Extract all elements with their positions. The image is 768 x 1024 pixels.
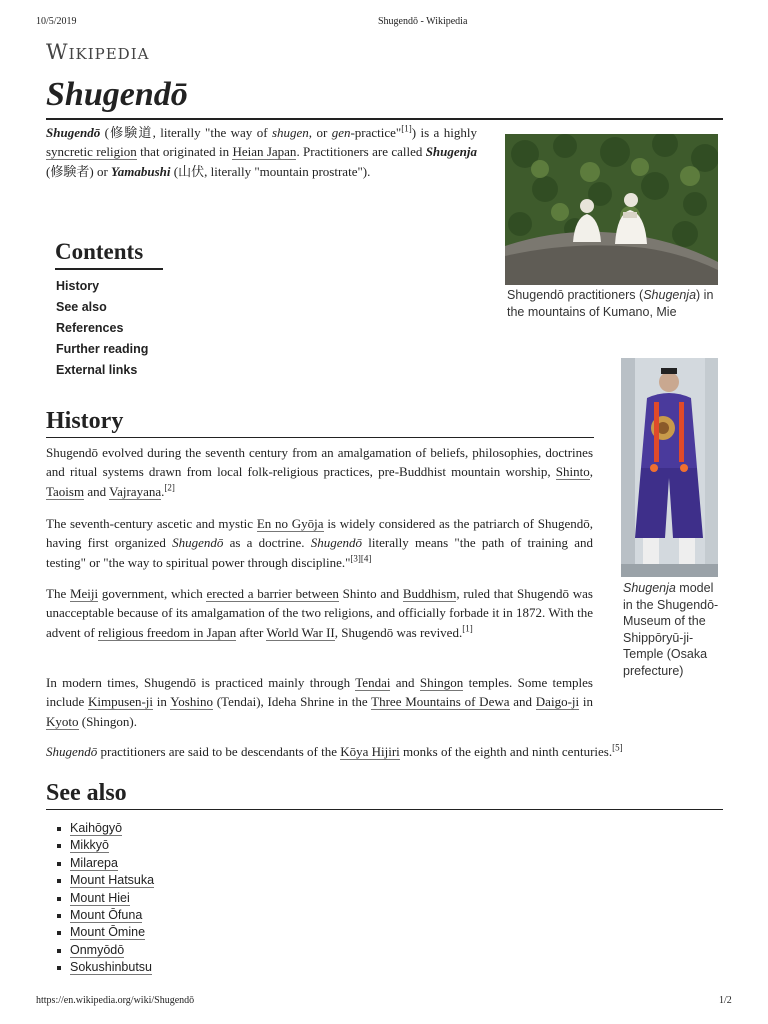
print-page-number: 1/2	[719, 995, 732, 1006]
toc-item-see-also[interactable]: See also	[56, 300, 107, 314]
list-item	[70, 837, 154, 854]
list-item	[70, 820, 154, 837]
yoshino-link[interactable]: Yoshino	[170, 694, 213, 710]
tendai-link[interactable]: Tendai	[355, 675, 391, 690]
kyoto-link[interactable]: Kyoto	[46, 713, 79, 729]
ref-2[interactable]: [2]	[164, 482, 175, 493]
list-item	[70, 872, 154, 889]
list-item	[70, 942, 154, 959]
see-also-link[interactable]: Mikkyō	[70, 838, 109, 853]
wikipedia-logo[interactable]: Wikipedia	[46, 40, 150, 64]
toc-item-history[interactable]: History	[56, 279, 100, 293]
history-paragraph-1: Shugendō evolved during the seventh century from an amalgamation of beliefs, philosophies, doctrines and ritual systems drawn from local folk-religious practices, pre-Buddhist mountain worship, Shinto, Taoism and Vajrayana.[2]	[46, 445, 593, 499]
see-also-list	[56, 820, 154, 977]
list-item	[70, 924, 154, 941]
see-also-link[interactable]: Kaihōgyō	[70, 821, 123, 835]
ref-1b[interactable]: [1]	[462, 623, 473, 634]
see-also-link[interactable]: Mount Ōmine	[70, 925, 146, 940]
history-heading: History	[46, 406, 594, 438]
print-url: https://en.wikipedia.org/wiki/Shugendō	[36, 995, 195, 1006]
see-also-link[interactable]: Onmyōdō	[70, 942, 125, 957]
intro-paragraph: Shugendō (修験道, literally "the way of shugen, or gen-practice"[1]) is a highly syncretic religion that originated in Heian Japan. Practitioners are called Shugenja (修験者) or Yamabushi (山伏, literally "mountain prostrate").	[46, 123, 478, 179]
vajrayana-link[interactable]: Vajrayana	[109, 483, 162, 499]
history-paragraph-5: Shugendō practitioners are said to be descendants of the Kōya Hijiri monks of the eighth and ninth centuries.[5]	[46, 742, 623, 759]
print-page-title: Shugendō - Wikipedia	[378, 16, 468, 27]
toc-item-further-reading[interactable]: Further reading	[56, 342, 149, 356]
see-also-heading: See also	[46, 778, 723, 810]
see-also-link[interactable]: Sokushinbutsu	[70, 960, 153, 975]
see-also-link[interactable]: Mount Hiei	[70, 890, 130, 905]
page-title: Shugendō	[46, 74, 723, 120]
shugenja-model-photo[interactable]	[621, 358, 718, 577]
world-war-ii-link[interactable]: World War II	[266, 624, 335, 640]
heian-japan-link[interactable]: Heian Japan	[232, 144, 297, 160]
kimpusen-ji-link[interactable]: Kimpusen-ji	[88, 694, 154, 710]
shingon-link[interactable]: Shingon	[419, 675, 464, 690]
see-also-link[interactable]: Mount Ōfuna	[70, 908, 143, 923]
meiji-link[interactable]: Meiji	[69, 586, 99, 601]
taoism-link[interactable]: Taoism	[46, 483, 85, 499]
koya-hijiri-link[interactable]: Kōya Hijiri	[340, 744, 400, 759]
three-mountains-link[interactable]: Three Mountains of Dewa	[371, 694, 510, 710]
ref-1-link[interactable]: [1]	[401, 123, 412, 134]
barrier-link[interactable]: erected a barrier between	[206, 586, 339, 601]
practitioners-photo[interactable]	[505, 134, 718, 285]
daigo-ji-link[interactable]: Daigo-ji	[535, 694, 580, 710]
ref-5[interactable]: [5]	[612, 742, 623, 753]
mountain-scene-image	[505, 134, 718, 285]
shinto-link[interactable]: Shinto	[555, 464, 590, 480]
see-also-link[interactable]: Milarepa	[70, 855, 118, 870]
religious-freedom-link[interactable]: religious freedom in Japan	[97, 624, 237, 640]
history-paragraph-2: The seventh-century ascetic and mystic En no Gyōja is widely considered as the patriarch of Shugendō, having first organized Shugendō as a doctrine. Shugendō literally means "the path of training and testing" or "the way to spiritual power through discipline."[3][4]	[46, 516, 594, 570]
history-paragraph-3: The Meiji government, which erected a barrier between Shinto and Buddhism, ruled that Shugendō was unacceptable because of its amalgamation of the two religions, and officially forbade it in 1872. With the advent of religious freedom in Japan after World War II, Shugendō was revived.[1]	[46, 586, 593, 640]
shugenja-model-caption: Shugenja model in the Shugendō-Museum of the Shippōryū-ji-Temple (Osaka prefecture)	[623, 581, 719, 678]
toc-title: Contents	[55, 238, 163, 270]
history-paragraph-4: In modern times, Shugendō is practiced mainly through Tendai and Shingon temples. Some temples include Kimpusen-ji in Yoshino (Tendai), Ideha Shrine in the Three Mountains of Dewa and Daigo-ji in Kyoto (Shingon).	[46, 675, 593, 729]
list-item	[70, 890, 154, 907]
list-item	[70, 959, 154, 976]
list-item	[70, 855, 154, 872]
print-date: 10/5/2019	[36, 16, 77, 27]
practitioners-caption: Shugendō practitioners (Shugenja) in the mountains of Kumano, Mie	[507, 288, 714, 319]
syncretic-religion-link[interactable]: syncretic religion	[46, 144, 137, 160]
toc-item-references[interactable]: References	[56, 321, 124, 335]
ref-3-4[interactable]: [3][4]	[350, 553, 372, 564]
buddhism-link[interactable]: Buddhism	[402, 586, 457, 601]
table-of-contents	[56, 276, 148, 381]
toc-item-external-links[interactable]: External links	[56, 363, 138, 377]
see-also-link[interactable]: Mount Hatsuka	[70, 873, 155, 888]
en-no-gyoja-link[interactable]: En no Gyōja	[256, 516, 324, 531]
shugenja-model-image	[621, 358, 718, 577]
list-item	[70, 907, 154, 924]
